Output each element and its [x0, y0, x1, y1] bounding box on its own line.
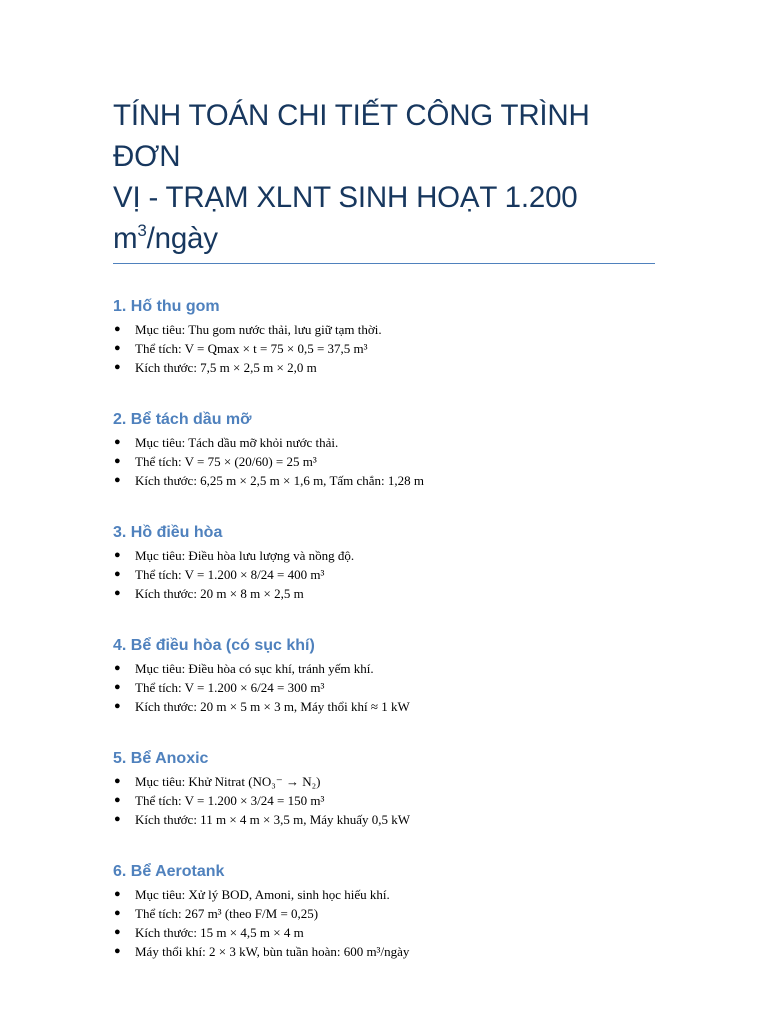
bullet-icon: ●	[114, 926, 121, 938]
bullet-icon: ●	[114, 681, 121, 693]
section-heading: 6. Bể Aerotank	[113, 863, 225, 880]
list-item	[113, 659, 656, 678]
bullet-icon: ●	[114, 436, 121, 448]
list-item	[113, 923, 656, 942]
list-item-text: Mục tiêu: Xử lý BOD, Amoni, sinh học hiếu khí.	[135, 887, 390, 902]
section-heading: 4. Bể điều hòa (có sục khí)	[113, 637, 315, 654]
list-item	[113, 584, 656, 603]
section-ho-dieu-hoa	[113, 523, 656, 603]
list-item	[113, 471, 656, 490]
list-item-text: Máy thổi khí: 2 × 3 kW, bùn tuần hoàn: 600 m³/ngày	[135, 944, 410, 959]
list-item-text: Mục tiêu: Điều hòa lưu lượng và nồng độ.	[135, 548, 355, 563]
list-item	[113, 942, 656, 961]
list-item-text: Kích thước: 20 m × 8 m × 2,5 m	[135, 586, 304, 601]
list-item-text: Mục tiêu: Điều hòa có sục khí, tránh yếm khí.	[135, 661, 374, 676]
list-item-text: Thể tích: 267 m³ (theo F/M = 0,25)	[135, 906, 319, 921]
list-item	[113, 810, 656, 829]
bullet-icon: ●	[114, 700, 121, 712]
section-ho-thu-gom	[113, 297, 656, 377]
bullet-icon: ●	[114, 361, 121, 373]
list-item-text: Thể tích: V = 75 × (20/60) = 25 m³	[135, 454, 317, 469]
list-item-text: Thể tích: V = 1.200 × 6/24 = 300 m³	[135, 680, 325, 695]
bullet-icon: ●	[114, 323, 121, 335]
list-item-text: Thể tích: V = Qmax × t = 75 × 0,5 = 37,5 m³	[135, 341, 368, 356]
bullet-icon: ●	[114, 455, 121, 467]
list-item	[113, 904, 656, 923]
list-item-text: Kích thước: 20 m × 5 m × 3 m, Máy thổi khí ≈ 1 kW	[135, 699, 410, 714]
list-item-text: Mục tiêu: Thu gom nước thải, lưu giữ tạm thời.	[135, 322, 382, 337]
list-item	[113, 772, 656, 791]
list-item	[113, 565, 656, 584]
bullet-list	[113, 659, 656, 716]
list-item	[113, 697, 656, 716]
section-heading: 5. Bể Anoxic	[113, 750, 209, 767]
title-line-3-rest: /ngày	[146, 222, 218, 255]
section-heading: 1. Hố thu gom	[113, 298, 220, 315]
list-item	[113, 546, 656, 565]
list-item	[113, 358, 656, 377]
list-item	[113, 452, 656, 471]
bullet-list	[113, 772, 656, 829]
bullet-icon: ●	[114, 907, 121, 919]
list-item-text: Kích thước: 6,25 m × 2,5 m × 1,6 m, Tấm chắn: 1,28 m	[135, 473, 425, 488]
list-item-text: Kích thước: 15 m × 4,5 m × 4 m	[135, 925, 304, 940]
section-be-anoxic	[113, 749, 656, 829]
list-item	[113, 433, 656, 452]
list-item-text: Mục tiêu: Khử Nitrat (NO₃⁻ → N₂)	[135, 774, 321, 789]
section-be-dieu-hoa-suc-khi	[113, 636, 656, 716]
title-line-2: VỊ - TRẠM XLNT SINH HOẠT 1.200	[113, 181, 578, 214]
bullet-icon: ●	[114, 775, 121, 787]
section-heading: 3. Hồ điều hòa	[113, 524, 223, 541]
bullet-list	[113, 546, 656, 603]
bullet-icon: ●	[114, 888, 121, 900]
bullet-list	[113, 885, 656, 961]
list-item	[113, 791, 656, 810]
bullet-icon: ●	[114, 813, 121, 825]
title-line-3-unit: m	[113, 222, 138, 255]
list-item-text: Kích thước: 11 m × 4 m × 3,5 m, Máy khuấy 0,5 kW	[135, 812, 411, 827]
bullet-list	[113, 320, 656, 377]
list-item-text: Thể tích: V = 1.200 × 3/24 = 150 m³	[135, 793, 325, 808]
bullet-icon: ●	[114, 945, 121, 957]
bullet-icon: ●	[114, 587, 121, 599]
title-line-1: TÍNH TOÁN CHI TIẾT CÔNG TRÌNH ĐƠN	[113, 99, 590, 173]
section-heading: 2. Bể tách dầu mỡ	[113, 411, 252, 428]
list-item-text: Mục tiêu: Tách dầu mỡ khỏi nước thải.	[135, 435, 339, 450]
list-item	[113, 339, 656, 358]
list-item	[113, 678, 656, 697]
section-be-tach-dau-mo	[113, 410, 656, 490]
list-item	[113, 320, 656, 339]
bullet-icon: ●	[114, 794, 121, 806]
list-item-text: Kích thước: 7,5 m × 2,5 m × 2,0 m	[135, 360, 317, 375]
bullet-icon: ●	[114, 662, 121, 674]
bullet-list	[113, 433, 656, 490]
bullet-icon: ●	[114, 549, 121, 561]
section-be-aerotank	[113, 862, 656, 961]
bullet-icon: ●	[114, 568, 121, 580]
document-title	[113, 95, 656, 259]
bullet-icon: ●	[114, 474, 121, 486]
bullet-icon: ●	[114, 342, 121, 354]
title-underline-rule	[113, 263, 655, 264]
title-line-3-superscript: 3	[137, 221, 147, 240]
list-item	[113, 885, 656, 904]
list-item-text: Thể tích: V = 1.200 × 8/24 = 400 m³	[135, 567, 325, 582]
